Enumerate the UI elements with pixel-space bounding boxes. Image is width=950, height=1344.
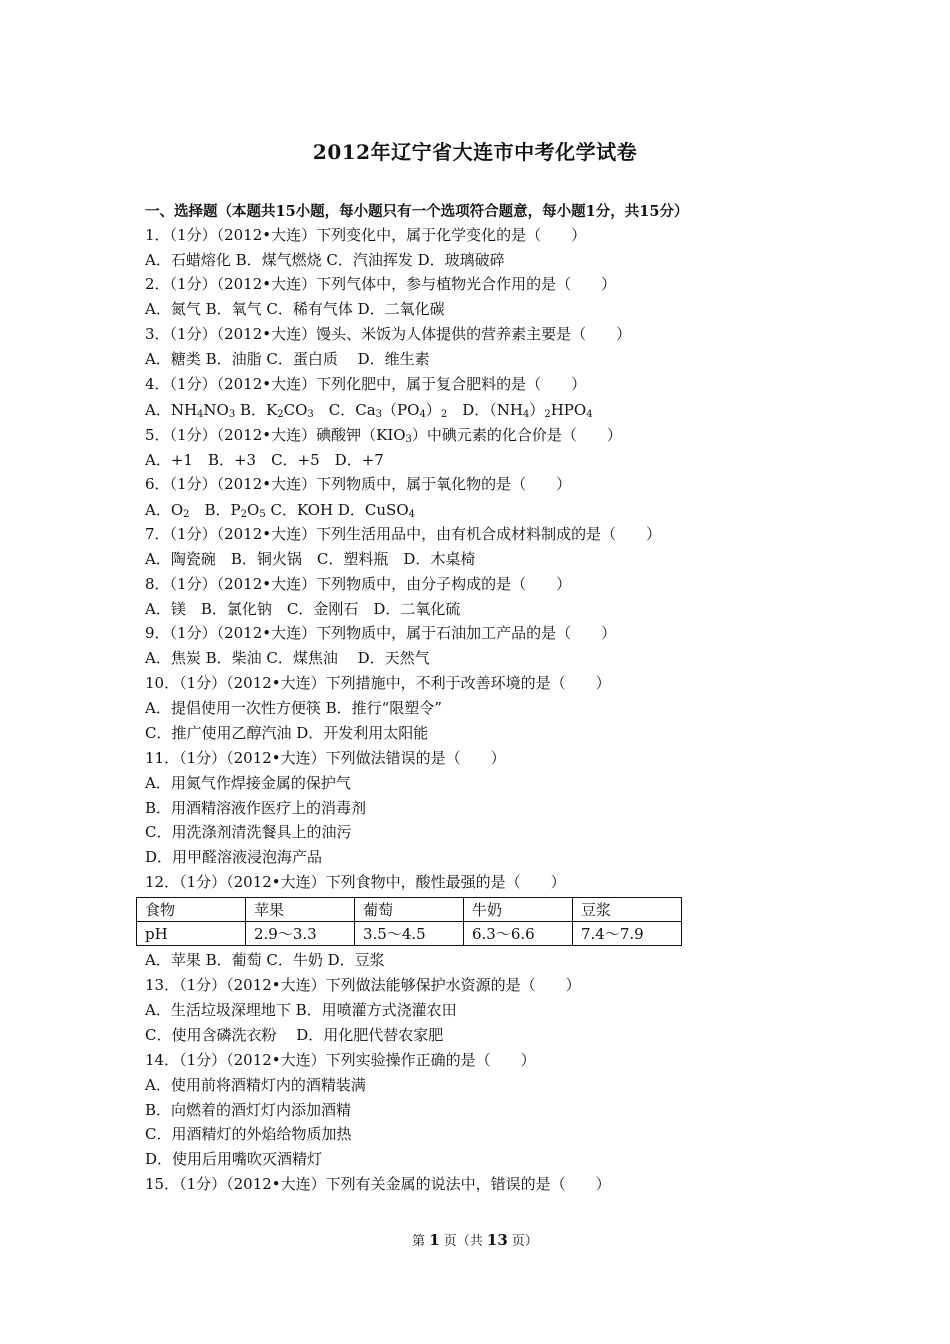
question-line: 10．（1分）（2012•大连）下列措施中，不利于改善环境的是（ ） — [145, 674, 611, 692]
footer-prefix: 第 — [412, 1234, 430, 1249]
options-line: B．用酒精溶液作医疗上的消毒剂 — [145, 799, 367, 817]
table-cell: 6.3～6.6 — [464, 922, 573, 946]
table-cell: pH — [137, 922, 246, 946]
question-line: 12．（1分）（2012•大连）下列食物中，酸性最强的是（ ） — [145, 873, 566, 891]
options-line: C．使用含磷洗衣粉 D．用化肥代替农家肥 — [145, 1026, 444, 1044]
options-line: B．向燃着的酒灯灯内添加酒精 — [145, 1101, 352, 1119]
question-line: 4．（1分）（2012•大连）下列化肥中，属于复合肥料的是（ ） — [145, 375, 587, 393]
table-cell: 葡萄 — [355, 898, 464, 922]
options-line: A．$O_2$ B．$P_2O_5$ C．KOH D．CuSO$_4$ — [145, 501, 416, 520]
options-line: A．陶瓷碗 B．铜火锅 C．塑料瓶 D．木桌椅 — [145, 550, 476, 568]
page-footer — [0, 1230, 950, 1249]
question-line: 2．（1分）（2012•大连）下列气体中，参与植物光合作用的是（ ） — [145, 275, 617, 293]
question-line: 13．（1分）（2012•大连）下列做法能够保护水资源的是（ ） — [145, 976, 581, 994]
options-line: A．提倡使用一次性方便筷 B．推行“限塑令” — [145, 699, 442, 717]
options-line: A．糖类 B．油脂 C．蛋白质 D．维生素 — [145, 350, 430, 368]
question-line: 5．（1分）（2012•大连）碘酸钾$(KIO_3)$中碘元素的化合价是（ ） — [145, 426, 622, 445]
options-line: A．苹果 B．葡萄 C．牛奶 D．豆浆 — [145, 951, 385, 969]
exam-title: 2012年辽宁省大连市中考化学试卷 — [312, 140, 638, 164]
options-line: A．石蜡熔化 B．煤气燃烧 C．汽油挥发 D．玻璃破碎 — [145, 251, 505, 269]
options-line: C．用酒精灯的外焰给物质加热 — [145, 1125, 352, 1143]
table-cell: 7.4～7.9 — [573, 922, 682, 946]
table-cell: 苹果 — [246, 898, 355, 922]
page-number: 1 — [429, 1231, 440, 1249]
question-line: 9．（1分）（2012•大连）下列物质中，属于石油加工产品的是（ ） — [145, 624, 617, 642]
options-line: D．用甲醛溶液浸泡海产品 — [145, 848, 323, 866]
table-cell: 豆浆 — [573, 898, 682, 922]
footer-suffix: 页） — [507, 1234, 538, 1249]
options-line: C．用洗涤剂清洗餐具上的油污 — [145, 823, 352, 841]
question-line: 1．（1分）（2012•大连）下列变化中，属于化学变化的是（ ） — [145, 226, 587, 244]
question-line: 6．（1分）（2012•大连）下列物质中，属于氧化物的是（ ） — [145, 475, 572, 493]
table-cell: 食物 — [137, 898, 246, 922]
table-cell: 3.5～4.5 — [355, 922, 464, 946]
page-total: 13 — [486, 1231, 508, 1249]
options-line: C．推广使用乙醇汽油 D．开发利用太阳能 — [145, 724, 429, 742]
question-line: 14．（1分）（2012•大连）下列实验操作正确的是（ ） — [145, 1051, 536, 1069]
options-line: A．用氮气作焊接金属的保护气 — [145, 774, 351, 792]
options-line: D．使用后用嘴吹灭酒精灯 — [145, 1150, 323, 1168]
question-line: 15．（1分）（2012•大连）下列有关金属的说法中，错误的是（ ） — [145, 1175, 611, 1193]
table-row — [137, 898, 682, 922]
question-line: 11．（1分）（2012•大连）下列做法错误的是（ ） — [145, 749, 506, 767]
options-line: A．氮气 B．氧气 C．稀有气体 D．二氧化碳 — [145, 300, 445, 318]
table-cell: 2.9～3.3 — [246, 922, 355, 946]
question-line: 3．（1分）（2012•大连）馒头、米饭为人体提供的营养素主要是（ ） — [145, 325, 632, 343]
table-cell: 牛奶 — [464, 898, 573, 922]
options-line: A．+1 B．+3 C．+5 D．+7 — [145, 451, 384, 469]
options-line: A．镁 B．氯化钠 C．金刚石 D．二氧化硫 — [145, 600, 461, 618]
options-line: A．$NH_4NO_3$ B．$K_2CO_3$ C．$Ca_3(PO_4)_2$ D．$(NH_4)_2HPO_4$ — [145, 401, 593, 420]
question-line: 7．（1分）（2012•大连）下列生活用品中，由有机合成材料制成的是（ ） — [145, 525, 662, 543]
options-line: A．焦炭 B．柴油 C．煤焦油 D．天然气 — [145, 649, 430, 667]
options-line: A．使用前将酒精灯内的酒精装满 — [145, 1076, 366, 1094]
table-row — [137, 922, 682, 946]
section-heading: 一、选择题（本题共15小题，每小题只有一个选项符合题意，每小题1分，共15分） — [145, 203, 689, 220]
ph-table — [136, 897, 682, 946]
question-line: 8．（1分）（2012•大连）下列物质中，由分子构成的是（ ） — [145, 575, 572, 593]
footer-middle: 页（共 — [439, 1234, 487, 1249]
options-line: A．生活垃圾深埋地下 B．用喷灌方式浇灌农田 — [145, 1001, 457, 1019]
